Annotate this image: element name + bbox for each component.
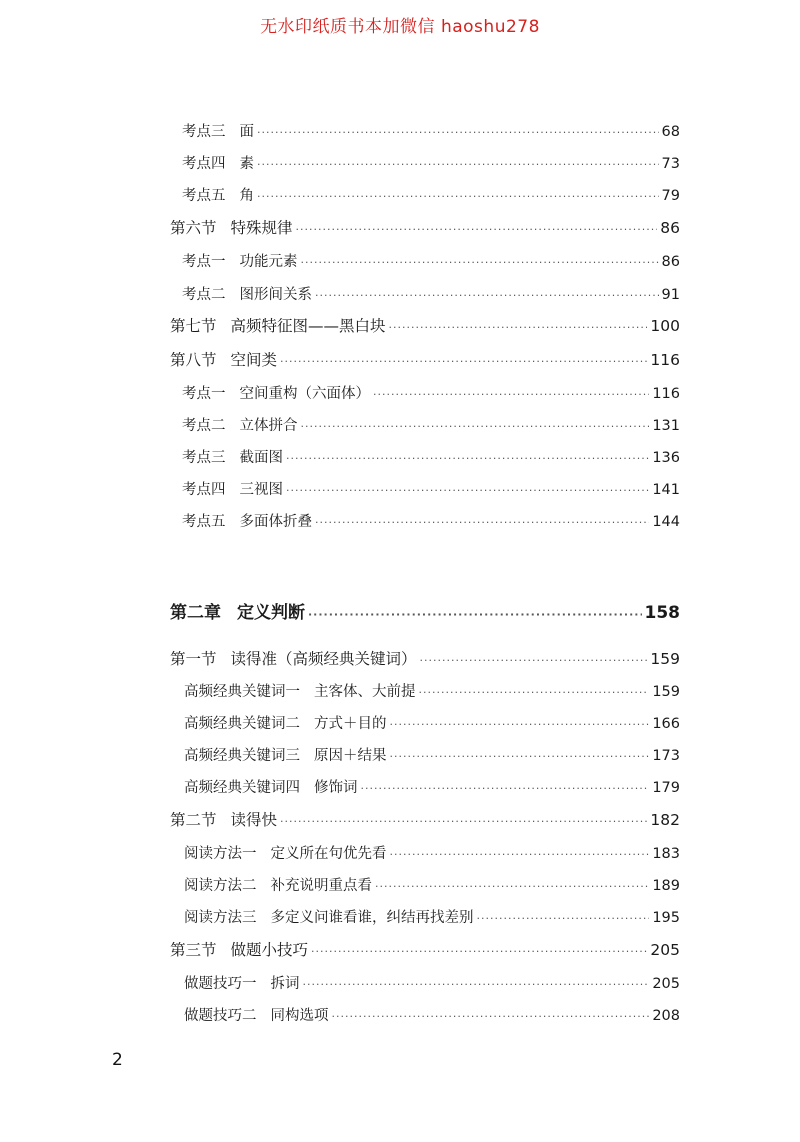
toc-entry-page: 73 [661,156,680,172]
toc-entry-title: 空间重构（六面体） [239,386,370,402]
toc-entry-page: 86 [661,254,680,270]
toc-entry-label: 第一节 [170,650,217,668]
toc-entry-label: 考点四 [182,482,226,498]
toc-entry-page: 159 [652,684,680,700]
toc-entry [184,874,680,895]
toc-entry-page: 158 [644,603,680,623]
toc-entry-title: 三视图 [239,482,283,498]
toc-entry-label: 阅读方法二 [184,878,257,894]
toc-entry [182,152,680,173]
toc-leader-dots [257,126,659,139]
toc-entry-label: 考点一 [182,254,226,270]
toc-entry [182,414,680,435]
toc-entry-label: 第三节 [170,941,217,959]
toc-entry-title: 补充说明重点看 [270,878,372,894]
toc-leader-dots [303,978,650,991]
toc-entry [182,283,680,304]
toc-entry-page: 141 [652,482,680,498]
toc-entry-title: 多定义问谁看谁，纠结再找差别 [270,910,474,926]
toc-entry [182,382,680,403]
toc-leader-dots [286,452,649,465]
toc-entry-label: 第二节 [170,811,217,829]
toc-entry-title: 修饰词 [314,780,358,796]
toc-entry-page: 208 [652,1008,680,1024]
toc-leader-dots [301,420,650,433]
toc-entry-title: 立体拼合 [239,418,298,434]
toc-entry [184,776,680,797]
toc-entry-page: 144 [652,514,680,530]
toc-entry-title: 截面图 [239,450,283,466]
toc-entry [184,842,680,863]
toc-entry-title: 功能元素 [239,254,298,270]
toc-leader-dots [311,945,647,958]
page-number: 2 [112,1050,123,1070]
toc-entry-title: 素 [239,156,254,172]
toc-entry-title: 多面体折叠 [239,514,312,530]
toc-leader-dots [308,608,642,621]
toc-entry-page: 195 [652,910,680,926]
toc-entry [170,598,680,623]
toc-entry-page: 183 [652,846,680,862]
toc-leader-dots [257,158,659,171]
toc-entry-title: 角 [239,188,254,204]
toc-entry-label: 高频经典关键词四 [184,780,300,796]
toc-entry-title: 做题小技巧 [230,941,309,959]
toc-entry-label: 做题技巧二 [184,1008,257,1024]
toc-leader-dots [280,815,647,828]
toc-leader-dots [280,355,647,368]
toc-entry-title: 定义判断 [237,603,305,623]
toc-entry [182,120,680,141]
toc-entry [184,744,680,765]
toc-entry [184,1004,680,1025]
toc-entry-page: 91 [661,287,680,303]
toc-entry-title: 高频特征图——黑白块 [230,317,386,335]
toc-entry-label: 考点五 [182,514,226,530]
toc-entry-page: 173 [652,748,680,764]
toc-leader-dots [389,321,648,334]
toc-entry [182,446,680,467]
toc-leader-dots [301,256,659,269]
toc-entry-label: 考点五 [182,188,226,204]
toc-entry [170,938,680,960]
toc-entry-title: 图形间关系 [239,287,312,303]
toc-entry-title: 方式＋目的 [314,716,387,732]
toc-entry-page: 179 [652,780,680,796]
toc-entry-title: 同构选项 [270,1008,329,1024]
toc-entry-title: 面 [239,124,254,140]
toc-entry [184,712,680,733]
toc-entry [182,478,680,499]
toc-leader-dots [477,912,650,925]
toc-entry-label: 考点一 [182,386,226,402]
toc-entry-page: 182 [650,811,680,829]
toc-leader-dots [361,782,650,795]
toc-entry-title: 定义所在句优先看 [270,846,387,862]
toc-leader-dots [390,718,650,731]
toc-entry-title: 原因＋结果 [314,748,387,764]
toc-leader-dots [286,484,649,497]
toc-entry-label: 考点二 [182,418,226,434]
toc-entry-label: 高频经典关键词一 [184,684,300,700]
toc-leader-dots [419,686,650,699]
toc-entry-label: 考点四 [182,156,226,172]
toc-leader-dots [315,289,659,302]
toc-entry [184,906,680,927]
toc-leader-dots [296,223,658,236]
toc-entry-label: 考点三 [182,450,226,466]
toc-entry [184,680,680,701]
toc-entry-page: 79 [661,188,680,204]
toc-entry-label: 第七节 [170,317,217,335]
toc-leader-dots [257,190,659,203]
toc-entry [170,216,680,238]
toc-entry-page: 166 [652,716,680,732]
toc-entry-page: 189 [652,878,680,894]
toc-entry [170,348,680,370]
toc-leader-dots [332,1010,650,1023]
toc-entry-title: 读得快 [230,811,278,829]
toc-leader-dots [315,516,649,529]
toc-entry-label: 第六节 [170,219,217,237]
toc-entry-page: 136 [652,450,680,466]
toc-entry-page: 116 [650,351,680,369]
toc-entry-label: 第二章 [170,603,221,623]
toc-entry-label: 做题技巧一 [184,976,257,992]
toc-entry-title: 空间类 [230,351,278,369]
toc-entry-label: 阅读方法一 [184,846,257,862]
toc-entry-page: 86 [660,219,680,237]
toc-entry [182,250,680,271]
toc-entry-page: 205 [652,976,680,992]
toc-entry-label: 阅读方法三 [184,910,257,926]
toc-entry-label: 高频经典关键词二 [184,716,300,732]
toc-entry-page: 100 [650,317,680,335]
toc-entry [170,647,680,669]
toc-leader-dots [390,848,650,861]
toc-entry-page: 205 [650,941,680,959]
toc-entry-title: 主客体、大前提 [314,684,416,700]
toc-entry-label: 考点三 [182,124,226,140]
toc-entry-page: 159 [650,650,680,668]
toc-leader-dots [373,388,649,401]
toc-entry-page: 131 [652,418,680,434]
toc-entry [170,314,680,336]
toc-entry-title: 读得准（高频经典关键词） [230,650,417,668]
toc-entry-label: 考点二 [182,287,226,303]
toc-leader-dots [420,654,648,667]
toc-entry [184,972,680,993]
toc-leader-dots [375,880,649,893]
toc-entry [170,808,680,830]
toc-entry-title: 特殊规律 [230,219,293,237]
toc-entry-title: 拆词 [270,976,300,992]
toc-entry-label: 高频经典关键词三 [184,748,300,764]
toc-entry [182,510,680,531]
toc-entry [182,184,680,205]
toc-entry-page: 68 [661,124,680,140]
watermark-text: 无水印纸质书本加微信 haoshu278 [260,17,540,37]
toc-entry-label: 第八节 [170,351,217,369]
toc-leader-dots [390,750,650,763]
toc-entry-page: 116 [652,386,680,402]
